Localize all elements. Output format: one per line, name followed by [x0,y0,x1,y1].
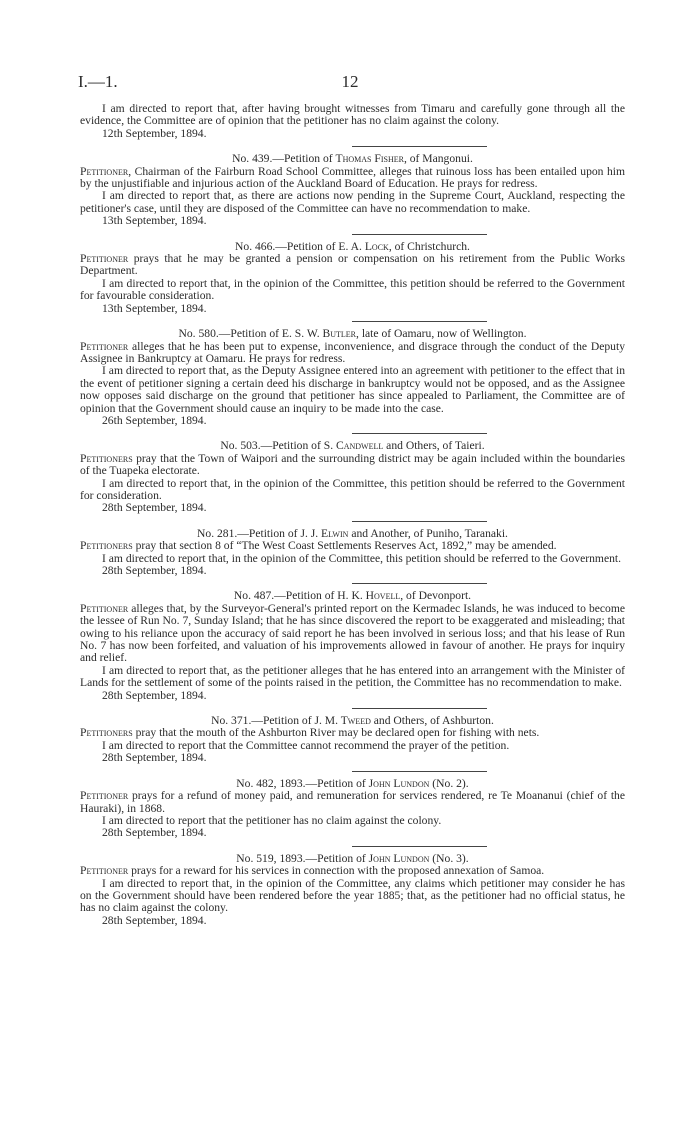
petition-text [80,166,625,191]
petition-number: No. 487.—Petition of [233,589,338,603]
petition-prayer: , Chairman of the Fairburn Road School Committee, alleges that ruinous loss has been entailed upon him by the unjustifiable and injurious action of the Auckland Board of Education. He prays for redress. [80,164,625,191]
petitioner-label: Petitioner [80,601,129,615]
petition-text [80,540,625,552]
report-date: 13th September, 1894. [102,301,207,315]
petitioner-label: Petitioner [80,252,129,266]
petitioner-label: Petitioners [80,451,133,465]
report-paragraph: I am directed to report that, in the opinion of the Committee, this petition should be referred to the Government. [102,551,622,565]
section-divider [352,234,487,235]
section-divider [352,846,487,847]
petition-prayer: pray that the Town of Waipori and the surrounding district may be again included within the boundaries of the Tuapeka electorate. [80,451,625,478]
section-divider [352,521,487,522]
report-paragraph: I am directed to report that, as the petitioner alleges that he has entered into an arrangement with the Minister of Lands for the settlement of some of the points raised in the petition, the Committee has no recommendation to make. [80,663,625,690]
petitioner-name: J. M. Tweed [314,714,371,728]
petition-block [80,234,625,315]
petition-text [80,453,625,478]
section-divider [352,433,487,434]
petition-location: (No. 3). [429,851,469,865]
petition-prayer: alleges that he has been put to expense, inconvenience, and disgrace through the conduct of the Deputy Assignee in Bankruptcy at Oamaru. He prays for redress. [80,339,625,365]
petition-text [80,790,625,815]
petition-number: No. 482, 1893.—Petition of [236,776,369,790]
petition-location: , late of Oamaru, now of Wellington. [356,327,527,341]
report-date: 28th September, 1894. [102,501,207,515]
petitioner-label: Petitioner [80,789,129,803]
report-paragraph: I am directed to report that, in the opinion of the Committee, this petition should be referred to the Government for favourable consideration. [80,276,625,303]
petition-location: and Another, of Puniho, Taranaki. [348,526,508,540]
petitioner-label: Petitioner [80,864,129,878]
petition-text [80,603,625,665]
report-paragraph: I am directed to report that the Committee cannot recommend the prayer of the petition. [102,738,510,752]
petition-block [80,146,625,227]
section-divider [352,708,487,709]
petitioner-label: Petitioners [80,539,133,553]
report-date: 28th September, 1894. [102,913,207,927]
report-paragraph: I am directed to report that, in the opinion of the Committee, this petition should be referred to the Government for consideration. [80,476,625,502]
report-paragraph: I am directed to report that the petitioner has no claim against the colony. [102,813,442,827]
petitioner-name: John Lundon [368,776,430,790]
report-date: 28th September, 1894. [102,564,207,577]
petition-prayer: prays for a refund of money paid, and remuneration for services rendered, re Te Moananui (chief of the Hauraki), in 1868. [80,789,625,815]
section-divider [352,146,487,147]
petitioner-name: H. K. Hovell [337,589,401,603]
petition-list [80,146,625,927]
report-date: 26th September, 1894. [102,413,207,427]
petition-number: No. 580.—Petition of [178,327,282,341]
petition-number: No. 503.—Petition of [220,439,324,453]
petition-number: No. 439.—Petition of [232,152,336,166]
petition-block [80,771,625,840]
petition-text [80,253,625,278]
report-date: 28th September, 1894. [102,688,207,702]
petitioner-name: S. Candwell [323,439,384,453]
petition-prayer: prays that he may be granted a pension or compensation on his retirement from the Public Works Department. [80,252,625,278]
petitioner-name: J. J. Elwin [300,526,349,540]
sheet-reference: I.—1. [78,72,118,91]
document-body [80,103,625,927]
petition-location: (No. 2). [429,776,469,790]
report-paragraph: I am directed to report that, as there are actions now pending in the Supreme Court, Auckland, respecting the petitioner's case, until they are disposed of the Committee can have no recommendation to make. [80,189,625,215]
petition-number: No. 466.—Petition of [235,239,339,253]
report-date: 13th September, 1894. [102,214,207,228]
petition-prayer: prays for a reward for his services in connection with the proposed annexation of Samoa. [128,864,545,878]
petitioner-label: Petitioner [80,339,129,353]
petition-location: , of Devonport. [400,589,472,603]
petition-location: , of Mangonui. [403,152,473,166]
petition-prayer: pray that section 8 of “The West Coast Settlements Reserves Act, 1892,” may be amended. [132,539,557,553]
petition-number: No. 519, 1893.—Petition of [236,851,369,865]
petition-location: , of Christchurch. [388,239,470,253]
petition-text [80,865,625,877]
petition-block [80,846,625,927]
petition-block [80,321,625,427]
petition-location: and Others, of Taieri. [383,439,485,453]
petition-block [80,708,625,765]
petitioner-label: Petitioners [80,726,133,740]
petition-number: No. 371.—Petition of [211,714,315,728]
section-divider [352,771,487,772]
report-paragraph: I am directed to report that, as the Deputy Assignee entered into an agreement with petitioner to the effect that in the event of petitioner signing a certain deed his discharge in bankruptcy would not be opposed, and as the Assignee now opposes said discharge on the ground that petitioner has since appealed to Parliament, the Committee are of opinion that the Government should cause an inquiry to be made into the case. [80,364,625,415]
petition-block [80,583,625,702]
petition-prayer: pray that the mouth of the Ashburton River may be declared open for fishing with nets. [132,726,540,740]
section-divider [352,321,487,322]
report-date: 12th September, 1894. [102,126,207,140]
petitioner-name: E. S. W. Butler [281,327,357,341]
petition-number: No. 281.—Petition of [197,526,301,540]
page-header [78,72,622,96]
section-divider [352,583,487,584]
petitioner-name: John Lundon [368,851,430,865]
petition-block [80,521,625,578]
page-number: 12 [341,72,359,91]
petition-prayer: alleges that, by the Surveyor-General's printed report on the Kermadec Islands, he was induced to become the lessee of Run No. 7, Sunday Island; that he has since discovered the report to be exaggerated and misleading; that owing to his reliance upon the accuracy of said report he has been involved in serious loss; and that his lease of Run No. 7 has now been forfeited, and valuation of his improvements allowed in favour of another. He prays for inquiry and relief. [80,601,625,665]
petition-location: and Others, of Ashburton. [370,714,494,728]
petitioner-name: Thomas Fisher [335,152,404,166]
petitioner-label: Petitioner [80,164,129,178]
report-date: 28th September, 1894. [102,751,207,765]
report-date: 28th September, 1894. [102,826,207,840]
report-paragraph: I am directed to report that, after having brought witnesses from Timaru and carefully gone through all the evidence, the Committee are of opinion that the petitioner has no claim against the colony. [80,102,625,128]
petition-text [80,727,625,739]
petitioner-name: E. A. Lock [338,239,389,253]
petition-block [80,433,625,514]
petition-text [80,341,625,366]
report-paragraph: I am directed to report that, in the opinion of the Committee, any claims which petitioner may consider he has on the Government should have been rendered before the year 1885; that, as the petitioner had no official status, he has no claim against the colony. [80,876,625,915]
